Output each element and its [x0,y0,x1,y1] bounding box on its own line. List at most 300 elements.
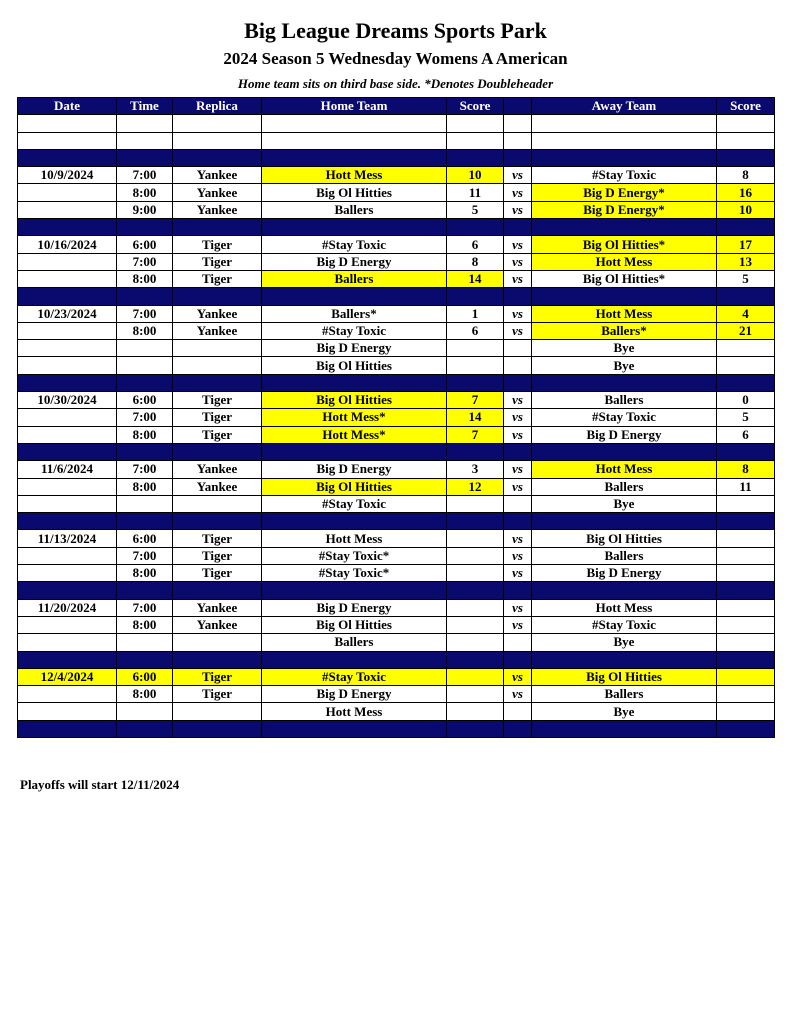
away-team-cell: #Stay Toxic [532,409,717,426]
home-team-cell [262,149,447,166]
home-score-cell [447,703,504,720]
blank-row [18,115,775,132]
date-cell [18,703,117,720]
replica-cell: Tiger [173,236,262,253]
away-score-cell [717,582,775,599]
col-header-replica: Replica [173,98,262,115]
col-header-time: Time [117,98,173,115]
home-team-cell [262,374,447,391]
game-row [18,461,775,478]
time-cell [117,634,173,651]
home-score-cell [447,219,504,236]
col-header-away-team: Away Team [532,98,717,115]
separator-row [18,582,775,599]
away-team-cell: Big D Energy* [532,184,717,201]
game-row [18,340,775,357]
away-score-cell [717,616,775,633]
home-team-cell: Ballers [262,270,447,287]
game-row [18,703,775,720]
replica-cell [173,132,262,149]
game-row [18,305,775,322]
replica-cell: Tiger [173,392,262,409]
time-cell: 7:00 [117,305,173,322]
date-cell [18,340,117,357]
away-team-cell: Bye [532,634,717,651]
home-score-cell: 6 [447,322,504,339]
time-cell: 8:00 [117,184,173,201]
time-cell [117,443,173,460]
vs-cell [504,149,532,166]
separator-row [18,443,775,460]
time-cell [117,132,173,149]
date-cell: 10/30/2024 [18,392,117,409]
time-cell [117,703,173,720]
home-team-cell [262,288,447,305]
time-cell [117,288,173,305]
away-team-cell [532,720,717,737]
game-row [18,357,775,374]
replica-cell [173,219,262,236]
time-cell [117,513,173,530]
away-score-cell [717,288,775,305]
replica-cell: Yankee [173,305,262,322]
home-team-cell: #Stay Toxic [262,668,447,685]
home-score-cell [447,616,504,633]
vs-cell [504,443,532,460]
game-row [18,253,775,270]
game-row [18,270,775,287]
vs-cell: vs [504,668,532,685]
date-cell: 10/16/2024 [18,236,117,253]
away-score-cell [717,513,775,530]
date-cell: 11/20/2024 [18,599,117,616]
home-team-cell [262,443,447,460]
game-row [18,392,775,409]
replica-cell: Tiger [173,270,262,287]
vs-cell: vs [504,322,532,339]
home-score-cell [447,686,504,703]
home-score-cell [447,495,504,512]
away-team-cell: Big Ol Hitties* [532,236,717,253]
date-cell [18,184,117,201]
time-cell: 8:00 [117,686,173,703]
time-cell: 6:00 [117,530,173,547]
away-team-cell: Bye [532,357,717,374]
home-team-cell [262,115,447,132]
home-score-cell [447,599,504,616]
away-team-cell: Big D Energy [532,426,717,443]
away-team-cell: #Stay Toxic [532,616,717,633]
time-cell: 6:00 [117,392,173,409]
time-cell [117,219,173,236]
away-score-cell [717,115,775,132]
game-row [18,426,775,443]
replica-cell: Tiger [173,686,262,703]
date-cell [18,149,117,166]
vs-cell [504,219,532,236]
time-cell [117,115,173,132]
time-cell: 8:00 [117,426,173,443]
home-score-cell [447,547,504,564]
away-team-cell: Ballers [532,392,717,409]
time-cell: 8:00 [117,616,173,633]
replica-cell: Yankee [173,322,262,339]
away-team-cell: Hott Mess [532,599,717,616]
replica-cell [173,513,262,530]
home-score-cell [447,132,504,149]
game-row [18,547,775,564]
home-team-cell: #Stay Toxic [262,322,447,339]
away-score-cell [717,443,775,460]
date-cell [18,132,117,149]
separator-row [18,651,775,668]
separator-row [18,288,775,305]
replica-cell: Yankee [173,599,262,616]
vs-cell: vs [504,167,532,184]
time-cell [117,651,173,668]
away-score-cell [717,149,775,166]
time-cell: 7:00 [117,409,173,426]
replica-cell: Yankee [173,167,262,184]
away-score-cell [717,340,775,357]
away-team-cell: Bye [532,495,717,512]
game-row [18,167,775,184]
date-cell [18,270,117,287]
home-score-cell [447,374,504,391]
away-score-cell [717,374,775,391]
separator-row [18,219,775,236]
home-team-cell: Big Ol Hitties [262,616,447,633]
game-row [18,409,775,426]
replica-cell [173,651,262,668]
game-row [18,478,775,495]
vs-cell: vs [504,426,532,443]
col-header-away-score: Score [717,98,775,115]
away-team-cell [532,374,717,391]
home-score-cell [447,288,504,305]
date-cell [18,357,117,374]
replica-cell: Yankee [173,461,262,478]
time-cell [117,582,173,599]
date-cell: 10/23/2024 [18,305,117,322]
home-team-cell [262,513,447,530]
vs-cell: vs [504,599,532,616]
home-team-cell: Big D Energy [262,461,447,478]
home-team-cell: Big Ol Hitties [262,478,447,495]
time-cell: 7:00 [117,167,173,184]
time-cell [117,149,173,166]
game-row [18,599,775,616]
vs-cell: vs [504,305,532,322]
replica-cell [173,149,262,166]
home-score-cell [447,720,504,737]
game-row [18,201,775,218]
away-score-cell [717,547,775,564]
away-team-cell: Big D Energy* [532,201,717,218]
home-score-cell: 10 [447,167,504,184]
away-score-cell [717,720,775,737]
home-team-cell: Ballers [262,201,447,218]
time-cell: 8:00 [117,322,173,339]
schedule-body [18,115,775,738]
home-team-cell: Ballers* [262,305,447,322]
date-cell [18,634,117,651]
header-note: Home team sits on third base side. *Denotes Doubleheader [237,76,554,91]
vs-cell [504,374,532,391]
vs-cell: vs [504,270,532,287]
date-cell [18,219,117,236]
separator-row [18,374,775,391]
replica-cell: Tiger [173,253,262,270]
away-team-cell: Ballers* [532,322,717,339]
time-cell: 7:00 [117,599,173,616]
home-score-cell: 8 [447,253,504,270]
date-cell [18,686,117,703]
home-team-cell: #Stay Toxic [262,495,447,512]
away-score-cell [717,599,775,616]
time-cell [117,495,173,512]
replica-cell [173,340,262,357]
game-row [18,495,775,512]
date-cell [18,374,117,391]
away-team-cell: Ballers [532,686,717,703]
replica-cell: Tiger [173,565,262,582]
vs-cell: vs [504,686,532,703]
away-team-cell [532,132,717,149]
away-team-cell [532,115,717,132]
replica-cell: Yankee [173,616,262,633]
away-team-cell: Big D Energy [532,565,717,582]
replica-cell [173,634,262,651]
date-cell: 10/9/2024 [18,167,117,184]
away-score-cell: 5 [717,270,775,287]
home-team-cell: #Stay Toxic* [262,547,447,564]
away-team-cell [532,513,717,530]
away-team-cell [532,582,717,599]
date-cell [18,478,117,495]
vs-cell: vs [504,616,532,633]
time-cell: 8:00 [117,565,173,582]
replica-cell: Yankee [173,201,262,218]
blank-row [18,132,775,149]
game-row [18,530,775,547]
away-team-cell [532,651,717,668]
vs-cell [504,720,532,737]
replica-cell: Yankee [173,478,262,495]
home-team-cell: Hott Mess [262,167,447,184]
time-cell: 8:00 [117,478,173,495]
vs-cell: vs [504,547,532,564]
page-subtitle: 2024 Season 5 Wednesday Womens A American [223,49,568,68]
vs-cell [504,495,532,512]
time-cell [117,340,173,357]
home-score-cell: 11 [447,184,504,201]
away-score-cell [717,219,775,236]
time-cell [117,720,173,737]
vs-cell [504,651,532,668]
home-score-cell [447,340,504,357]
away-score-cell: 5 [717,409,775,426]
date-cell [18,495,117,512]
home-team-cell: Big Ol Hitties [262,184,447,201]
home-score-cell: 1 [447,305,504,322]
vs-cell: vs [504,530,532,547]
home-score-cell: 7 [447,392,504,409]
home-team-cell: Big D Energy [262,340,447,357]
date-cell: 11/6/2024 [18,461,117,478]
vs-cell [504,340,532,357]
away-team-cell: Ballers [532,547,717,564]
vs-cell [504,582,532,599]
vs-cell: vs [504,236,532,253]
away-score-cell [717,651,775,668]
vs-cell: vs [504,565,532,582]
home-score-cell [447,357,504,374]
away-score-cell [717,565,775,582]
home-score-cell [447,634,504,651]
away-score-cell: 8 [717,461,775,478]
replica-cell [173,443,262,460]
date-cell [18,513,117,530]
game-row [18,565,775,582]
playoffs-note: Playoffs will start 12/11/2024 [20,777,180,792]
game-row [18,686,775,703]
home-team-cell [262,651,447,668]
away-score-cell [717,530,775,547]
home-team-cell: Hott Mess [262,530,447,547]
away-score-cell: 4 [717,305,775,322]
away-team-cell: Bye [532,340,717,357]
home-score-cell: 14 [447,409,504,426]
time-cell: 7:00 [117,461,173,478]
date-cell [18,115,117,132]
away-score-cell: 0 [717,392,775,409]
home-team-cell: Hott Mess* [262,409,447,426]
col-header-home-team: Home Team [262,98,447,115]
replica-cell [173,357,262,374]
replica-cell [173,115,262,132]
date-cell [18,409,117,426]
home-score-cell [447,651,504,668]
away-score-cell [717,686,775,703]
time-cell: 9:00 [117,201,173,218]
home-team-cell: Hott Mess [262,703,447,720]
away-team-cell: Hott Mess [532,461,717,478]
away-team-cell: Bye [532,703,717,720]
separator-row [18,513,775,530]
home-score-cell [447,668,504,685]
col-header-date: Date [18,98,117,115]
away-score-cell: 21 [717,322,775,339]
home-score-cell: 12 [447,478,504,495]
home-team-cell [262,582,447,599]
replica-cell [173,582,262,599]
away-team-cell: Ballers [532,478,717,495]
date-cell [18,547,117,564]
replica-cell [173,703,262,720]
home-score-cell [447,582,504,599]
time-cell: 7:00 [117,253,173,270]
home-score-cell [447,565,504,582]
date-cell [18,322,117,339]
date-cell [18,288,117,305]
date-cell [18,651,117,668]
game-row [18,322,775,339]
vs-cell: vs [504,409,532,426]
home-team-cell [262,132,447,149]
away-score-cell: 16 [717,184,775,201]
time-cell [117,357,173,374]
home-score-cell [447,149,504,166]
time-cell: 8:00 [117,270,173,287]
date-cell: 11/13/2024 [18,530,117,547]
away-score-cell: 6 [717,426,775,443]
away-team-cell: Hott Mess [532,253,717,270]
replica-cell: Tiger [173,426,262,443]
replica-cell [173,374,262,391]
away-team-cell: #Stay Toxic [532,167,717,184]
time-cell: 7:00 [117,547,173,564]
away-score-cell: 17 [717,236,775,253]
separator-row [18,149,775,166]
game-row [18,616,775,633]
away-team-cell [532,288,717,305]
vs-cell: vs [504,184,532,201]
home-team-cell [262,720,447,737]
date-cell [18,426,117,443]
date-cell [18,582,117,599]
date-cell [18,565,117,582]
home-score-cell: 7 [447,426,504,443]
away-score-cell [717,495,775,512]
home-team-cell: Big D Energy [262,686,447,703]
away-score-cell [717,357,775,374]
date-cell [18,443,117,460]
replica-cell [173,495,262,512]
home-team-cell [262,219,447,236]
home-team-cell: Big Ol Hitties [262,392,447,409]
vs-cell: vs [504,201,532,218]
home-team-cell: Hott Mess* [262,426,447,443]
away-team-cell: Hott Mess [532,305,717,322]
home-team-cell: Big D Energy [262,253,447,270]
replica-cell [173,720,262,737]
header-row [18,98,775,115]
home-score-cell [447,115,504,132]
date-cell [18,201,117,218]
away-score-cell [717,132,775,149]
col-header-home-score: Score [447,98,504,115]
separator-row [18,720,775,737]
date-cell [18,253,117,270]
page-title: Big League Dreams Sports Park [244,18,547,43]
home-score-cell [447,530,504,547]
home-team-cell: #Stay Toxic* [262,565,447,582]
home-team-cell: #Stay Toxic [262,236,447,253]
home-score-cell [447,443,504,460]
away-score-cell [717,703,775,720]
date-cell [18,720,117,737]
home-team-cell: Big D Energy [262,599,447,616]
home-score-cell: 6 [447,236,504,253]
time-cell: 6:00 [117,668,173,685]
vs-cell: vs [504,461,532,478]
replica-cell [173,288,262,305]
home-team-cell: Big Ol Hitties [262,357,447,374]
away-team-cell [532,219,717,236]
away-score-cell: 13 [717,253,775,270]
replica-cell: Tiger [173,409,262,426]
